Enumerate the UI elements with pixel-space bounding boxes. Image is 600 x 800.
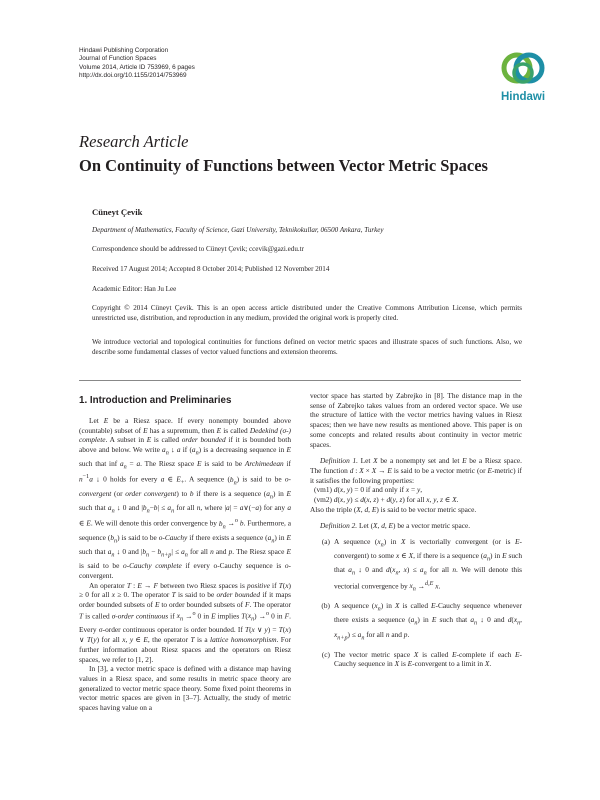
abstract: We introduce vectorial and topological continuities for functions defined on vector metric spaces and illustrate spaces of such functions. Also, we describe some fundamental classes of vector valued functions and extension theorems. [92, 338, 522, 356]
left-column: Let E be a Riesz space. If every nonempty bounded above (countable) subset of E has a supremum, then E is called Dedekind (σ-) complete. A subset in E is called order bounded if it is bounded both above and below. We write $a_n$ ↓ a if $(a_n)$ is a decreasing sequence in E such that inf $a_n = a$. The Riesz space E is said to be Archimedean if $n^{-1}a$ ↓ 0 holds for every a ∈ $E_+$. A sequence $(b_n)$ is said to be o-convergent (or order convergent) to b if there is a sequence $(a_n)$ in E such that $a_n$ ↓ 0 and $|b_n-b| \le a_n$ for all n, where |a| = a∨(−a) for any a ∈ E. We will denote this order convergence by $b_n \to^o$ b. Furthermore, a sequence $(b_n)$ is said to be o-Cauchy if there exists a sequence $(a_n)$ in E such that $a_n$ ↓ 0 and $|b_n - b_{n+p}| \le a_n$ for all n and p. The Riesz space E is said to be o-Cauchy complete if every o-Cauchy sequence is o-convergent. An operator T : E → F between two Riesz spaces is positive if T(x) ≥ 0 for all x ≥ 0. The operator T is said to be order bounded if it maps order bounded subsets of E to order bounded subsets of F. The operator T is called σ-order continuous if $x_n \to^o$ 0 in E implies $T(x_n) \to^o$ 0 in F. Every σ-order continuous operator is order bounded. If T(x ∨ y) = T(x) ∨ T(y) for all x, y ∈ E, the operator T is a lattice homomorphism. For further information about Riesz spaces and the operators on Riesz spaces, we refer to [1, 2]. In [3], a vector metric space is defined with a distance map having values in a Riesz space, and some results in metric space theory are generalized to vector metric space theory. Some fixed point theorems in vector metric spaces are given in [3–7]. Actually, the study of metric spaces having value on a [79, 416, 292, 713]
copyright-notice: Copyright © 2014 Cüneyt Çevik. This is an open access article distributed under the Creative Commons Attribution License, which permits unrestricted use, distribution, and reproduction in any medium, provided the original work is properly cited. [92, 304, 522, 322]
publisher-line: Hindawi Publishing Corporation [79, 47, 169, 54]
journal-line: Journal of Function Spaces [79, 55, 157, 63]
correspondence: Correspondence should be addressed to Cüneyt Çevik; ccevik@gazi.edu.tr [92, 245, 304, 253]
article-dates: Received 17 August 2014; Accepted 8 October 2014; Published 12 November 2014 [92, 265, 330, 273]
page-title: On Continuity of Functions between Vector Metric Spaces [79, 156, 488, 175]
article-type: Research Article [79, 132, 189, 151]
right-column: vector space has started by Zabrejko in [8]. The distance map in the sense of Zabrejko takes values from an ordered vector space. We use the structure of lattice with the vector metrics having values in Riesz spaces; then we have new results as mentioned above. This paper is on some concepts and related results about continuity in vector metric spaces. Definition 1. Let X be a nonempty set and let E be a Riesz space. The function d : X × X → E is said to be a vector metric (or E-metric) if it satisfies the following properties: (vm1) d(x, y) = 0 if and only if x = y, (vm2) d(x, y) ≤ d(x, z) + d(y, z) for all x, y, z ∈ X. Also the triple (X, d, E) is said to be vector metric space. Definition 2. Let (X, d, E) be a vector metric space. (a) A sequence $(x_n)$ in X is vectorially convergent (or is E-convergent) to some x ∈ X, if there is a sequence $(a_n)$ in E such that $a_n$ ↓ 0 and $d(x_n$, $x) \le a_n$ for all n. We will denote this vectorial convergence by $x_n \to^{d,E}$ x. (b) A sequence $(x_n)$ in X is called E-Cauchy sequence whenever there exists a sequence $(a_n)$ in E such that $a_n$ ↓ 0 and $d(x_n$, $x_{n+p}) \le a_n$ for all n and p. (c) The vector metric space X is called E-complete if each E-Cauchy sequence in X is E-convergent to a limit in X. [310, 391, 523, 669]
journal-header [79, 47, 195, 81]
volume-line: Volume 2014, Article ID 753969, 6 pages [79, 63, 195, 71]
author-affiliation: Department of Mathematics, Faculty of Science, Gazi University, Teknikokullar, 06500 Ankara, Turkey [92, 226, 384, 234]
academic-editor: Academic Editor: Han Ju Lee [92, 285, 177, 293]
hindawi-logo-text: Hindawi [500, 91, 546, 103]
doi-link[interactable]: http://dx.doi.org/10.1155/2014/753969 [79, 72, 187, 80]
author-name: Cüneyt Çevik [92, 207, 143, 217]
section-heading: 1. Introduction and Preliminaries [79, 395, 232, 406]
section-divider [79, 380, 521, 381]
